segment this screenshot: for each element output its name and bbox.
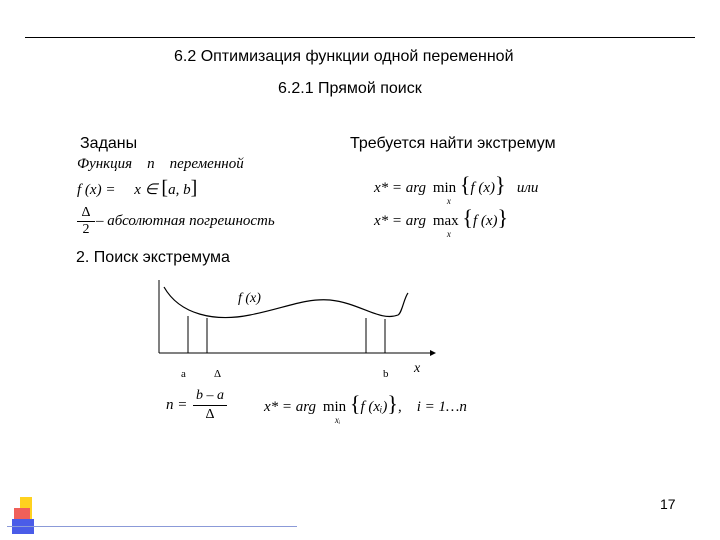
req2-body: f (x) [472,213,498,229]
section-label: 2. Поиск экстремума [76,249,230,266]
given-f-expr: f (x) = [77,182,116,198]
given-function-word: Функция [77,156,133,172]
req1-brace-open: { [459,172,471,197]
req1-brace-close: } [495,172,506,197]
bottom-sub: xᵢ [334,415,341,425]
header-rule [25,37,695,38]
given-interval: a, b [168,182,191,198]
req2-xstar: x* = arg [374,213,427,229]
left-bracket-glyph: [ [161,177,169,199]
page-number: 17 [660,496,676,512]
bottom-brace-close: } [387,391,398,416]
req1-op: min [432,180,457,196]
n-fraction [193,387,227,424]
req1-op-block [432,180,457,206]
function-curve [164,287,408,318]
x-axis-arrow [430,350,436,356]
req2-op-block [432,213,459,239]
req2-op: max [432,213,459,229]
req1-body: f (x) [470,180,496,196]
req2-sub: x [446,229,451,239]
slide-title: 6.2 Оптимизация функции одной переменной [174,48,514,65]
req1-or: или [516,180,539,196]
required-label: Требуется найти экстремум [350,135,556,152]
slide-subtitle: 6.2.1 Прямой поиск [278,80,422,97]
bottom-xstar: x* = arg [264,399,317,415]
extremum-graph [140,270,440,385]
given-variable-word: переменной [169,156,244,172]
given-n: n [147,156,155,172]
bottom-op: min [322,399,347,415]
required-formula-max [374,205,509,239]
required-formula-min [374,172,539,206]
x-axis-label: x [414,361,421,376]
n-fraction-den: Δ [193,405,227,424]
req2-brace-open: { [462,205,473,230]
bottom-argmin-formula [264,391,467,425]
bottom-body: f (xᵢ) [360,399,388,415]
given-fraction-num: Δ [81,205,91,220]
given-fraction-den: 2 [77,221,95,238]
deco-bottom-line [7,526,297,527]
given-fraction [77,205,95,238]
given-line-1 [77,156,244,173]
label-b: b [383,368,389,380]
req2-brace-close: } [497,205,509,230]
right-bracket-glyph: ] [190,177,198,199]
given-label: Заданы [80,135,138,152]
bottom-comma: , [397,399,402,415]
req1-xstar: x* = arg [374,180,427,196]
n-fraction-num: b – a [196,388,224,403]
n-lhs: n = [166,397,188,413]
given-precision-text: – абсолютная погрешность [96,213,275,229]
label-delta: Δ [214,368,222,380]
given-line-2 [77,177,197,200]
bottom-range: i = 1…n [416,399,467,415]
bottom-brace-open: { [349,391,361,416]
given-x-in: x ∈ [134,182,158,198]
curve-label: f (x) [238,291,261,306]
req1-sub: x [446,196,451,206]
label-a: a [181,368,186,380]
bottom-op-block [322,399,347,425]
